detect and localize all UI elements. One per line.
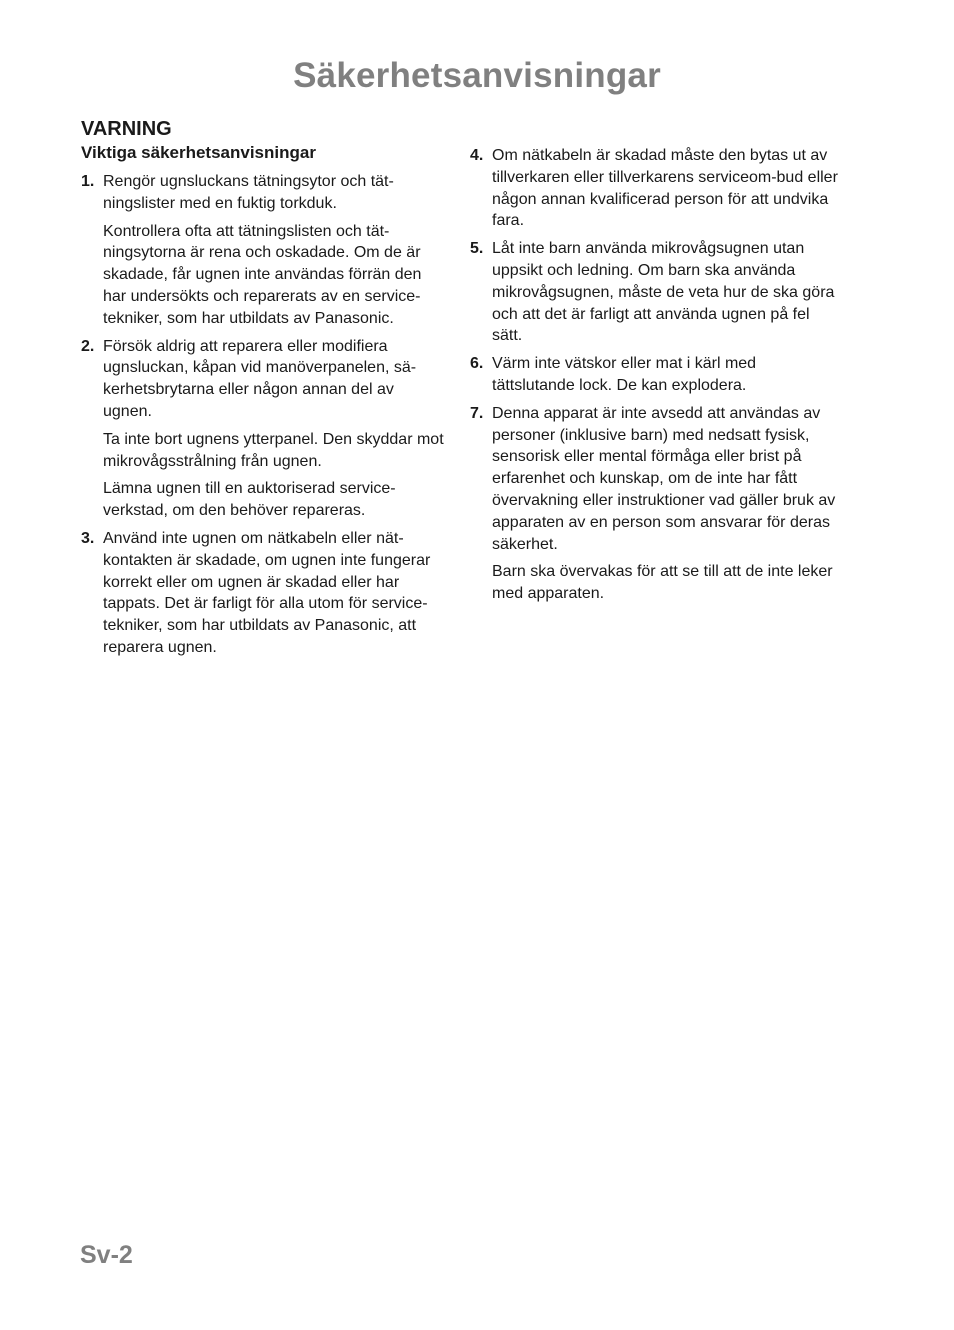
item-text: Kontrollera ofta att tätningslisten och tät-ningsytorna är rena och oskadade. Om de är skadade, får ugnen inte användas förrän den har undersökts och reparerats av en service-tekniker, som har utbildats av Panasonic. — [103, 222, 422, 327]
item-text: Låt inte barn använda mikrovågsugnen utan uppsikt och ledning. Om barn ska använda mikrovågsugnen, måste de veta hur de ska göra och att det är farligt att använda ugnen på fel sätt. — [492, 240, 835, 345]
item-number: 5. — [470, 240, 484, 258]
item-text: Ta inte bort ugnens ytterpanel. Den skyddar mot mikrovågsstrålning från ugnen. — [103, 430, 444, 470]
page-title: Säkerhetsanvisningar — [293, 56, 661, 95]
list-item — [81, 336, 445, 522]
list-item — [470, 238, 842, 347]
page-number: Sv-2 — [80, 1241, 133, 1269]
item-text: Använd inte ugnen om nätkabeln eller nät-kontakten är skadade, om ugnen inte fungerar korrekt eller om ugnen är skadad eller har tappats. Det är farligt för alla utom för service- tekniker, som har utbildats av Panasonic, att reparera ugnen. — [103, 529, 431, 656]
item-number: 6. — [470, 355, 484, 373]
item-number: 4. — [470, 147, 484, 164]
list-item — [81, 528, 445, 659]
safety-subheading: Viktiga säkerhetsanvisningar — [81, 143, 316, 162]
item-text: Rengör ugnsluckans tätningsytor och tät-ningslister med en fuktig torkduk. — [103, 173, 394, 212]
safety-list-right — [470, 145, 842, 611]
item-number: 1. — [81, 173, 95, 190]
item-number: 2. — [81, 337, 95, 355]
safety-list-left — [81, 171, 445, 665]
item-text: Försök aldrig att reparera eller modifiera ugnsluckan, kåpan vid manöverpanelen, sä-kerhetsbrytarna eller någon annan del av ugnen. — [103, 337, 417, 420]
list-item — [470, 145, 842, 232]
list-item — [470, 403, 842, 605]
warning-heading: VARNING — [81, 118, 172, 140]
list-item — [81, 171, 445, 330]
item-text: Barn ska övervakas för att se till att de inte leker med apparaten. — [492, 563, 833, 603]
item-text: Om nätkabeln är skadad måste den bytas ut av tillverkaren eller tillverkarens serviceom-bud eller någon annan kvalificerad person för att undvika fara. — [492, 147, 838, 230]
item-text: Lämna ugnen till en auktoriserad service-verkstad, om den behöver repareras. — [103, 480, 396, 520]
item-number: 7. — [470, 404, 484, 422]
item-text: Denna apparat är inte avsedd att användas av personer (inklusive barn) med nedsatt fysisk, sensorisk eller mental förmåga eller brist på erfarenhet och kunskap, om de inte har fått övervakning eller instruktioner vad gäller bruk av apparaten av en person som ansvarar för deras säkerhet. — [492, 404, 836, 553]
list-item — [470, 353, 842, 397]
item-number: 3. — [81, 529, 95, 547]
item-text: Värm inte vätskor eller mat i kärl med tättslutande lock. De kan explodera. — [492, 355, 757, 394]
